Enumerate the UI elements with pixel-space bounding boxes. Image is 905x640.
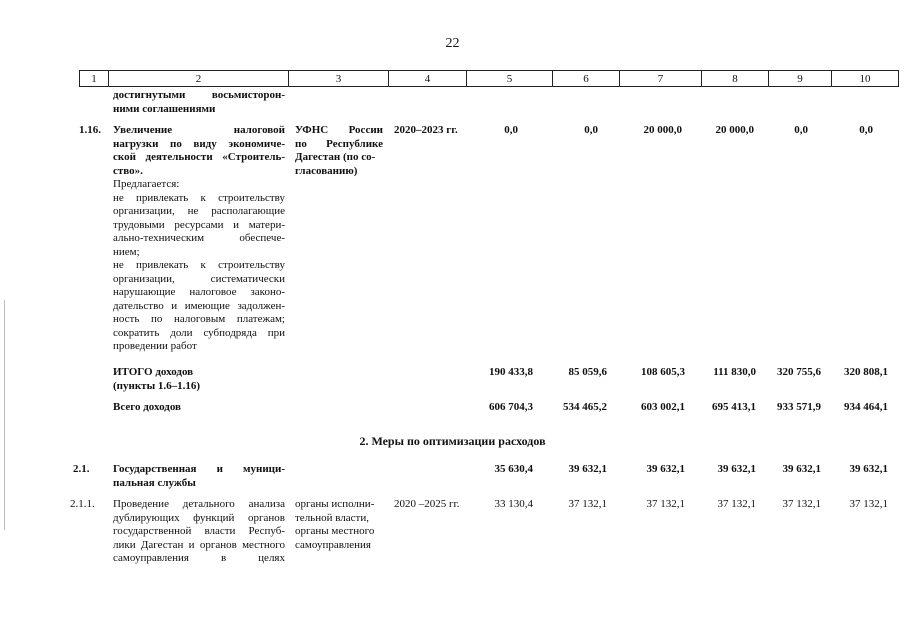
measure-description: Проведение детального анализа дублирующих функций органов государственной власти Респуб- лики Дагестан и органов местного самоуправления в целях xyxy=(113,498,285,564)
grand-total-value-col-8: 695 413,1 xyxy=(712,401,756,413)
value-col-8: 20 000,0 xyxy=(715,124,754,136)
value-col-6: 0,0 xyxy=(584,124,598,136)
row-number: 1.16. xyxy=(79,124,101,136)
value-col-8: 37 132,1 xyxy=(717,498,756,510)
header-col-10: 10 xyxy=(832,71,899,87)
total-value-col-5: 190 433,8 xyxy=(489,366,533,378)
section-title: 2. Меры по оптимизации расходов xyxy=(359,434,546,448)
header-col-8: 8 xyxy=(702,71,769,87)
value-col-7: 37 132,1 xyxy=(646,498,685,510)
header-col-4: 4 xyxy=(389,71,467,87)
value-col-5: 0,0 xyxy=(504,124,518,136)
total-value-col-9: 320 755,6 xyxy=(777,366,821,378)
executor: УФНС России по Республике Дагестан (по со- гласованию) xyxy=(295,124,383,177)
grand-total-value-col-6: 534 465,2 xyxy=(563,401,607,413)
grand-total-value-col-10: 934 464,1 xyxy=(844,401,888,413)
header-col-7: 7 xyxy=(620,71,702,87)
value-col-10: 39 632,1 xyxy=(849,463,888,475)
period: 2020 –2025 гг. xyxy=(394,498,460,510)
total-value-col-8: 111 830,0 xyxy=(713,366,756,378)
scan-edge-line xyxy=(4,300,5,530)
measure-description: Государственная и муници- пальная службы xyxy=(113,463,285,489)
header-col-3: 3 xyxy=(289,71,389,87)
value-col-9: 37 132,1 xyxy=(782,498,821,510)
total-value-col-10: 320 808,1 xyxy=(844,366,888,378)
value-col-9: 0,0 xyxy=(794,124,808,136)
header-col-5: 5 xyxy=(467,71,553,87)
executor: органы исполни- тельной власти, органы местного самоуправления xyxy=(295,498,375,551)
continuation-text: достигнутыми восьмисторон- ними соглашениями xyxy=(113,89,285,115)
page-number: 22 xyxy=(445,36,460,51)
header-col-6: 6 xyxy=(553,71,620,87)
row-number: 2.1.1. xyxy=(70,498,95,510)
total-value-col-6: 85 059,6 xyxy=(568,366,607,378)
value-col-9: 39 632,1 xyxy=(782,463,821,475)
value-col-10: 37 132,1 xyxy=(849,498,888,510)
grand-total-value-col-5: 606 704,3 xyxy=(489,401,533,413)
value-col-7: 39 632,1 xyxy=(646,463,685,475)
grand-total-value-col-9: 933 571,9 xyxy=(777,401,821,413)
measure-description: Увеличение налоговой нагрузки по виду экономиче- ской деятельности «Строитель- ство». Предлагается: не привлекать к строительству организации, не располагающие трудовыми ресурсами и матери- ально-техническим обеспече- нием; не привлекать к строительству организации, систематически нарушающие налоговое законо- дательство и имеющие задолжен- ность по налоговым платежам; сократить доли субподряда при проведении работ xyxy=(113,124,285,352)
period: 2020–2023 гг. xyxy=(394,124,458,136)
value-col-6: 37 132,1 xyxy=(568,498,607,510)
value-col-6: 39 632,1 xyxy=(568,463,607,475)
header-col-2: 2 xyxy=(109,71,289,87)
header-col-9: 9 xyxy=(769,71,832,87)
value-col-5: 33 130,4 xyxy=(494,498,533,510)
column-number-header xyxy=(79,70,899,87)
value-col-8: 39 632,1 xyxy=(717,463,756,475)
grand-total-label: Всего доходов xyxy=(113,401,181,413)
total-label: ИТОГО доходов (пункты 1.6–1.16) xyxy=(113,366,201,392)
header-col-1: 1 xyxy=(80,71,109,87)
grand-total-value-col-7: 603 002,1 xyxy=(641,401,685,413)
total-value-col-7: 108 605,3 xyxy=(641,366,685,378)
value-col-7: 20 000,0 xyxy=(643,124,682,136)
value-col-10: 0,0 xyxy=(859,124,873,136)
value-col-5: 35 630,4 xyxy=(494,463,533,475)
row-number: 2.1. xyxy=(73,463,90,475)
